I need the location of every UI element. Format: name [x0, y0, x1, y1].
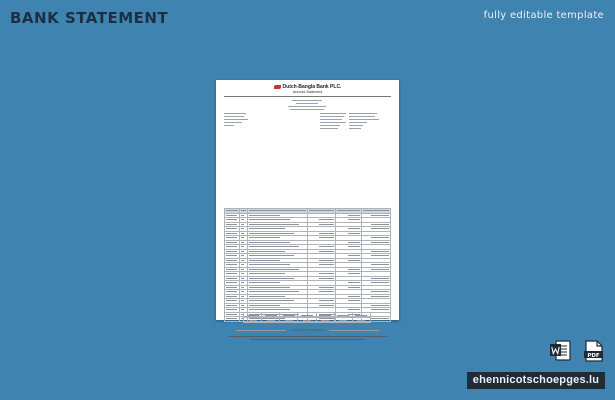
summary-cell — [280, 318, 298, 323]
summary-table — [243, 312, 371, 323]
page-subtitle: fully editable template — [483, 10, 604, 21]
site-watermark: ehennicotschoepges.lu — [467, 372, 605, 389]
end-of-statement: --- END OF STATEMENT --- — [288, 328, 327, 332]
account-detail-value — [349, 128, 361, 129]
account-detail-value — [349, 119, 379, 120]
transactions-table — [224, 208, 391, 322]
account-holder-line — [224, 113, 246, 114]
account-detail-value — [349, 125, 363, 126]
account-holder-line — [224, 119, 248, 120]
summary-row — [244, 318, 371, 323]
account-holder-line — [224, 122, 242, 123]
summary-cell — [334, 318, 352, 323]
branch-line — [290, 109, 324, 110]
bank-logo-icon — [274, 85, 281, 89]
header-divider — [224, 96, 391, 97]
account-detail-label — [320, 125, 340, 126]
account-detail-label — [320, 122, 346, 123]
account-detail-value — [349, 116, 375, 117]
account-holder-line — [224, 125, 234, 126]
page-title: BANK STATEMENT — [10, 9, 169, 27]
statement-document — [216, 80, 399, 332]
account-detail-value — [349, 113, 377, 114]
end-divider-right — [329, 330, 379, 331]
disclaimer-line — [228, 336, 387, 337]
statement-heading: Account Statement — [292, 90, 323, 94]
summary-cell — [298, 318, 316, 323]
account-detail-label — [320, 119, 342, 120]
branch-line — [296, 103, 318, 104]
table-cell — [225, 317, 240, 322]
pdf-document-icon[interactable] — [583, 340, 604, 362]
summary-cell — [352, 318, 370, 323]
account-holder-line — [224, 116, 244, 117]
account-detail-label — [320, 116, 344, 117]
svg-text:PDF: PDF — [587, 352, 600, 359]
word-document-icon[interactable] — [549, 340, 571, 361]
disclaimer-line — [250, 339, 365, 340]
branch-line — [292, 100, 322, 101]
bank-name: Dutch-Bangla Bank PLC. — [216, 84, 399, 90]
branch-line — [288, 106, 326, 107]
account-detail-value — [349, 122, 367, 123]
account-detail-label — [320, 128, 338, 129]
account-detail-label — [320, 113, 346, 114]
summary-cell — [262, 318, 280, 323]
summary-cell — [316, 318, 334, 323]
summary-cell — [244, 318, 262, 323]
